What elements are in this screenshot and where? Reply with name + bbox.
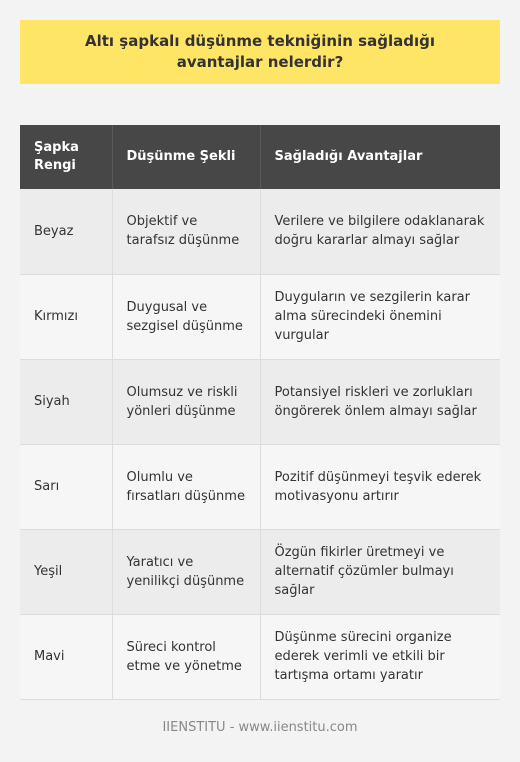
cell-hat-color: Siyah (20, 359, 112, 444)
header-hat-color: Şapka Rengi (20, 125, 112, 189)
title-banner (20, 20, 500, 84)
cell-advantages: Potansiyel riskleri ve zorlukları öngörerek önlem almayı sağlar (260, 359, 500, 444)
cell-advantages: Özgün fikirler üretmeyi ve alternatif çözümler bulmayı sağlar (260, 529, 500, 614)
cell-hat-color: Kırmızı (20, 274, 112, 359)
table-row (20, 189, 500, 274)
header-thinking-style: Düşünme Şekli (112, 125, 260, 189)
table-row (20, 274, 500, 359)
cell-hat-color: Yeşil (20, 529, 112, 614)
cell-thinking-style: Olumsuz ve riskli yönleri düşünme (112, 359, 260, 444)
cell-advantages: Pozitif düşünmeyi teşvik ederek motivasyonu artırır (260, 444, 500, 529)
header-advantages: Sağladığı Avantajlar (260, 125, 500, 189)
cell-advantages: Düşünme sürecini organize ederek verimli ve etkili bir tartışma ortamı yaratır (260, 614, 500, 699)
table-row (20, 359, 500, 444)
cell-advantages: Verilere ve bilgilere odaklanarak doğru kararlar almayı sağlar (260, 189, 500, 274)
cell-thinking-style: Yaratıcı ve yenilikçi düşünme (112, 529, 260, 614)
footer-credit: IIENSTITU - www.iienstitu.com (162, 720, 358, 735)
table-row (20, 444, 500, 529)
cell-hat-color: Beyaz (20, 189, 112, 274)
page-title: Altı şapkalı düşünme tekniğinin sağladığı avantajlar nelerdir? (85, 32, 435, 71)
cell-thinking-style: Olumlu ve fırsatları düşünme (112, 444, 260, 529)
table-row (20, 529, 500, 614)
advantages-table (20, 125, 500, 700)
cell-advantages: Duyguların ve sezgilerin karar alma sürecindeki önemini vurgular (260, 274, 500, 359)
table-row (20, 614, 500, 699)
cell-thinking-style: Objektif ve tarafsız düşünme (112, 189, 260, 274)
cell-hat-color: Mavi (20, 614, 112, 699)
cell-thinking-style: Duygusal ve sezgisel düşünme (112, 274, 260, 359)
cell-hat-color: Sarı (20, 444, 112, 529)
table-header-row (20, 125, 500, 189)
cell-thinking-style: Süreci kontrol etme ve yönetme (112, 614, 260, 699)
